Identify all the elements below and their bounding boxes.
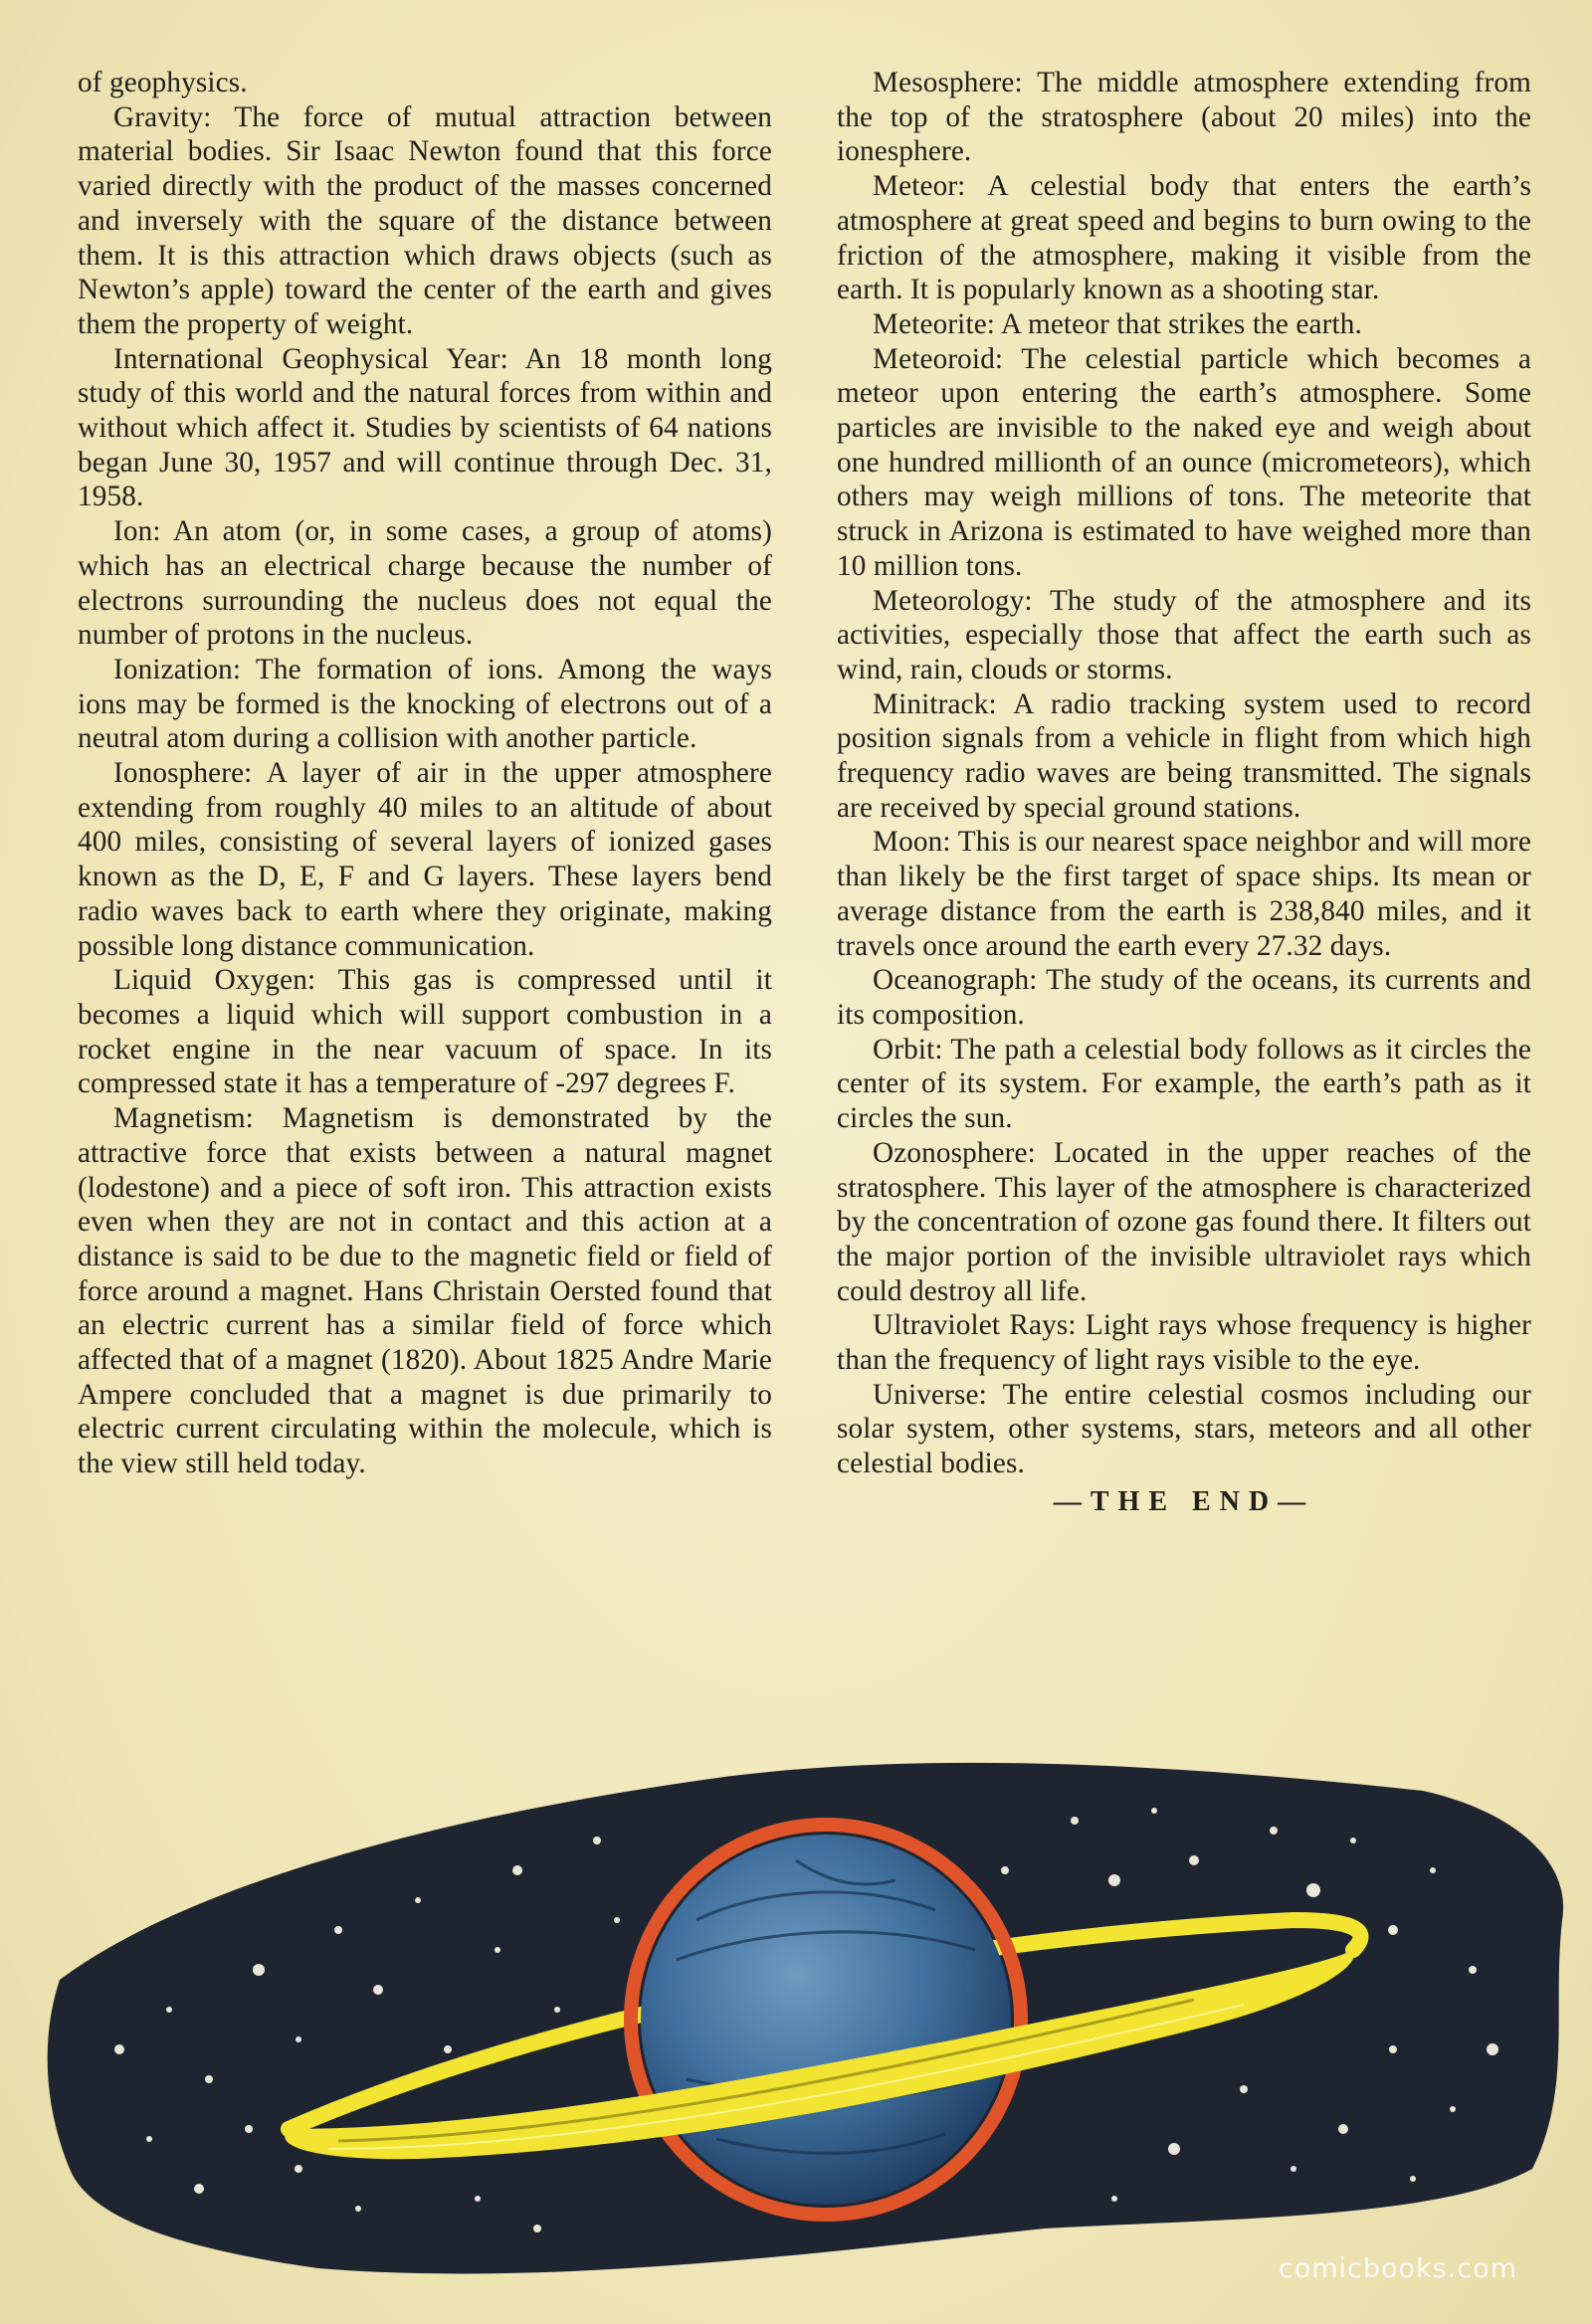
glossary-entry-ionization: Ionization: The formation of ions. Among the ways ions may be formed is the knocking of electrons out of a neutral atom during a collision with another particle. (78, 653, 772, 755)
ringed-planet-illustration (0, 1751, 1592, 2324)
glossary-entry-meteoroid: Meteoroid: The celestial particle which becomes a meteor upon entering the earth’s atmosphere. Some particles are invisible to the naked eye and weigh about one hundred millionth of an ounce (micrometeors), which others may weigh millions of tons. The meteorite that struck in Arizona is estimated to have weighed more than 10 million tons. (837, 342, 1531, 582)
glossary-entry-magnetism: Magnetism: Magnetism is demonstrated by the attractive force that exists between a natural magnet (lodestone) and a piece of soft iron. This attraction exists even when they are not in contact and this action at a distance is said to be due to the magnetic field or field of force around a magnet. Hans Christain Oersted found that an electric current has a similar field of force which affected that of a magnet (1820). About 1825 Andre Marie Ampere concluded that a magnet is due primarily to electric current circulating within the molecule, which is the view still held today. (78, 1102, 772, 1480)
glossary-entry-meteor: Meteor: A celestial body that enters the earth’s atmosphere at great speed and begins to burn owing to the friction of the atmosphere, making it visible from the earth. It is popularly known as a shooting star. (837, 170, 1531, 306)
the-end-marker: —THE END— (1053, 1485, 1315, 1517)
glossary-entry-gravity: Gravity: The force of mutual attraction between material bodies. Sir Isaac Newton found that this force varied directly with the product of the masses concerned and inversely with the square of the distance between them. It is this attraction which draws objects (such as Newton’s apple) toward the center of the earth and gives them the property of weight. (78, 100, 772, 340)
watermark: comicbooks.com (1278, 2253, 1517, 2284)
glossary-entry-continuation: of geophysics. (78, 67, 248, 98)
planet-body (641, 1835, 1011, 2205)
glossary-entry-meteorology: Meteorology: The study of the atmosphere and its activities, especially those that affect the earth such as wind, rain, clouds or storms. (837, 584, 1531, 685)
right-column (837, 66, 1531, 1520)
glossary-entry-orbit: Orbit: The path a celestial body follows as it circles the center of its system. For example, the earth’s path as it circles the sun. (837, 1033, 1531, 1135)
left-column (78, 66, 772, 1481)
glossary-entry-liquid-oxygen: Liquid Oxygen: This gas is compressed until it becomes a liquid which will support combustion in a rocket engine in the near vacuum of space. In its compressed state it has a temperature of -297 degrees F. (78, 964, 772, 1100)
glossary-entry-ozonosphere: Ozonosphere: Located in the upper reaches of the stratosphere. This layer of the atmosphere is characterized by the concentration of ozone gas found there. It filters out the major portion of the invisible ultraviolet rays which could destroy all life. (837, 1136, 1531, 1307)
glossary-entry-ionosphere: Ionosphere: A layer of air in the upper atmosphere extending from roughly 40 miles to an altitude of about 400 miles, consisting of several layers of ionized gases known as the D, E, F and G layers. These layers bend radio waves back to earth where they originate, making possible long distance communication. (78, 757, 772, 962)
glossary-entry-oceanograph: Oceanograph: The study of the oceans, its currents and its composition. (837, 964, 1531, 1031)
glossary-entry-igy: International Geophysical Year: An 18 month long study of this world and the natural forces from within and without which affect it. Studies by scientists of 64 nations began June 30, 1957 and will continue through Dec. 31, 1958. (78, 342, 772, 513)
glossary-entry-universe: Universe: The entire celestial cosmos including our solar system, other systems, stars, meteors and all other celestial bodies. (837, 1378, 1531, 1480)
glossary-entry-mesosphere: Mesosphere: The middle atmosphere extending from the top of the stratosphere (about 20 miles) into the ionesphere. (837, 67, 1531, 168)
glossary-entry-ion: Ion: An atom (or, in some cases, a group of atoms) which has an electrical charge because the number of electrons surrounding the nucleus does not equal the number of protons in the nucleus. (78, 515, 772, 652)
glossary-entry-ultraviolet-rays: Ultraviolet Rays: Light rays whose frequency is higher than the frequency of light rays visible to the eye. (837, 1309, 1531, 1377)
glossary-entry-minitrack: Minitrack: A radio tracking system used to record position signals from a vehicle in flight from which high frequency radio waves are being transmitted. The signals are received by special ground stations. (837, 687, 1531, 824)
glossary-entry-moon: Moon: This is our nearest space neighbor and will more than likely be the first target of space ships. Its mean or average distance from the earth is 238,840 miles, and it travels once around the earth every 27.32 days. (837, 826, 1531, 962)
glossary-entry-meteorite: Meteorite: A meteor that strikes the earth. (873, 307, 1362, 340)
